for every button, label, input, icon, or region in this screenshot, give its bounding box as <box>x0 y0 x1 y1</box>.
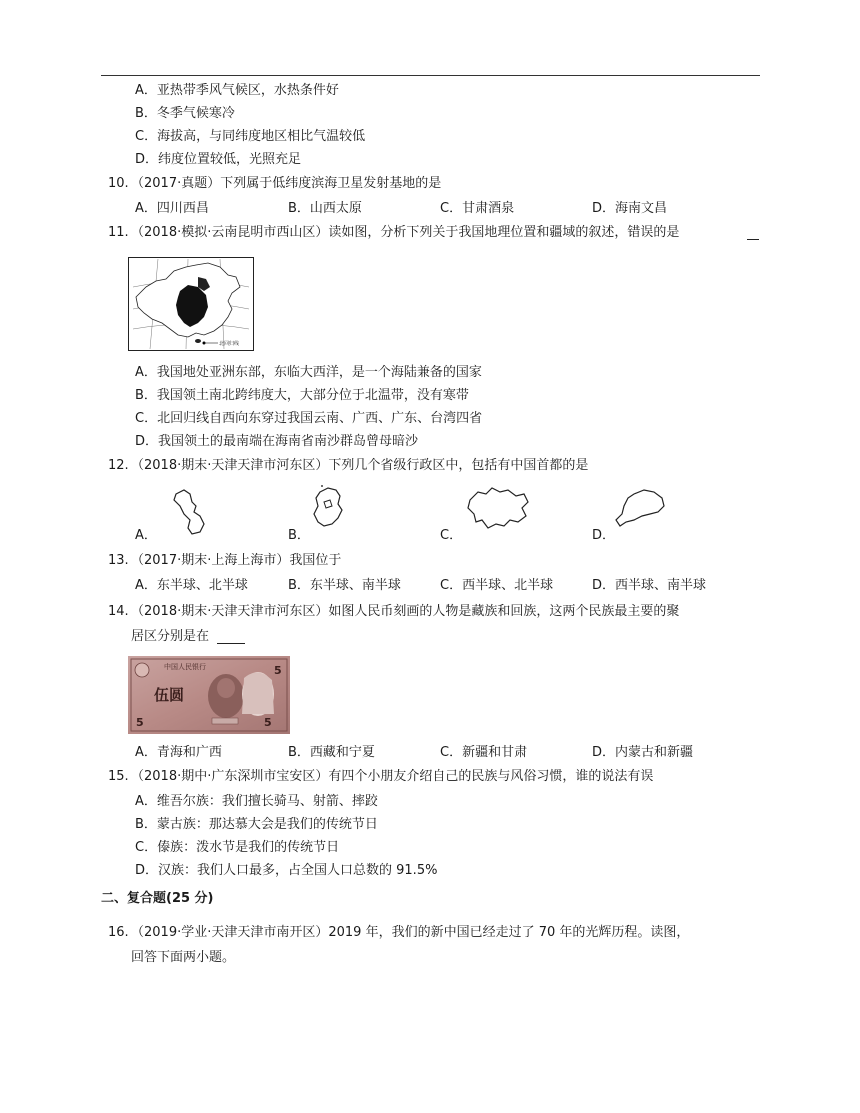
q14-stem-line2: 居区分别是在 <box>131 629 210 644</box>
q15-option-b: B．蒙古族：那达慕大会是我们的传统节日 <box>135 817 378 832</box>
q13-option-d: D．西半球、南半球 <box>592 578 707 593</box>
q14-option-a: A．青海和广西 <box>135 745 222 760</box>
q11-stem: （2018·模拟·云南昆明市西山区）读如图，分析下列关于我国地理位置和疆域的叙述，错误的是 <box>131 225 680 240</box>
q10-option-b: B．山西太原 <box>288 201 362 216</box>
q16-number: 16. <box>108 925 129 940</box>
q16-stem-line2: 回答下面两小题。 <box>131 950 236 965</box>
q10-option-a: A．四川西昌 <box>135 201 209 216</box>
q10-number: 10. <box>108 176 129 191</box>
q11-number: 11. <box>108 225 129 240</box>
q15-option-a: A．维吾尔族：我们擅长骑马、射箭、摔跤 <box>135 794 378 809</box>
map-tropic-label: 北回归线 <box>219 341 240 347</box>
q14-number: 14. <box>108 604 129 619</box>
q13-option-a: A．东半球、北半球 <box>135 578 248 593</box>
china-map-figure <box>128 257 254 351</box>
province-shape-c <box>466 486 532 534</box>
province-shape-b <box>310 482 346 534</box>
province-shape-a <box>170 488 210 540</box>
q11-answer-blank <box>747 239 759 240</box>
q11-option-c: C．北回归线自西向东穿过我国云南、广西、广东、台湾四省 <box>135 411 483 426</box>
q13-option-b: B．东半球、南半球 <box>288 578 401 593</box>
q11-option-b: B．我国领土南北跨纬度大，大部分位于北温带，没有寒带 <box>135 388 469 403</box>
q10-option-d: D．海南文昌 <box>592 201 668 216</box>
banknote-svg <box>128 656 290 734</box>
q15-option-d: D．汉族：我们人口最多，占全国人口总数的 91.5% <box>135 863 438 878</box>
q9-option-a: A．亚热带季风气候区，水热条件好 <box>135 83 339 98</box>
china-map-svg <box>128 257 254 351</box>
q11-option-d: D．我国领土的最南端在海南省南沙群岛曾母暗沙 <box>135 434 419 449</box>
q13-option-c: C．西半球、北半球 <box>440 578 554 593</box>
banknote-number-bottom-left: 5 <box>136 716 144 729</box>
q10-option-c: C．甘肃酒泉 <box>440 201 515 216</box>
banknote-denomination: 伍圆 <box>154 686 185 704</box>
q14-stem-line1: （2018·期末·天津天津市河东区）如图人民币刻画的人物是藏族和回族，这两个民族最主要的聚 <box>131 604 680 619</box>
q16-stem-line1: （2019·学业·天津天津市南开区）2019 年，我们的新中国已经走过了 70 年的光辉历程。读图， <box>131 925 690 940</box>
q11-option-a: A．我国地处亚洲东部，东临大西洋，是一个海陆兼备的国家 <box>135 365 482 380</box>
banknote-number-top: 5 <box>274 664 282 677</box>
q14-option-b: B．西藏和宁夏 <box>288 745 375 760</box>
q12-number: 12. <box>108 458 129 473</box>
q9-option-b: B．冬季气候寒冷 <box>135 106 235 121</box>
province-shape-d <box>614 488 668 534</box>
banknote-title: 中国人民银行 <box>164 663 206 671</box>
q12-option-a: A． <box>135 528 157 543</box>
q12-option-c: C． <box>440 528 463 543</box>
banknote-figure <box>128 656 290 734</box>
q15-stem: （2018·期中·广东深圳市宝安区）有四个小朋友介绍自己的民族与风俗习惯，谁的说法有误 <box>131 769 654 784</box>
q10-stem: （2017·真题）下列属于低纬度滨海卫星发射基地的是 <box>131 176 442 191</box>
q12-option-b: B． <box>288 528 310 543</box>
q13-stem: （2017·期末·上海上海市）我国位于 <box>131 553 342 568</box>
q14-answer-blank <box>217 643 245 644</box>
banknote-number-bottom-right: 5 <box>264 716 272 729</box>
q9-option-c: C．海拔高，与同纬度地区相比气温较低 <box>135 129 366 144</box>
q12-stem: （2018·期末·天津天津市河东区）下列几个省级行政区中，包括有中国首都的是 <box>131 458 589 473</box>
q14-option-c: C．新疆和甘肃 <box>440 745 528 760</box>
q12-option-d: D． <box>592 528 616 543</box>
section-heading: 二、复合题(25 分) <box>101 891 214 906</box>
q9-option-d: D．纬度位置较低，光照充足 <box>135 152 302 167</box>
header-rule <box>101 75 760 76</box>
q13-number: 13. <box>108 553 129 568</box>
q15-number: 15. <box>108 769 129 784</box>
q15-option-c: C．傣族：泼水节是我们的传统节日 <box>135 840 340 855</box>
q14-option-d: D．内蒙古和新疆 <box>592 745 694 760</box>
